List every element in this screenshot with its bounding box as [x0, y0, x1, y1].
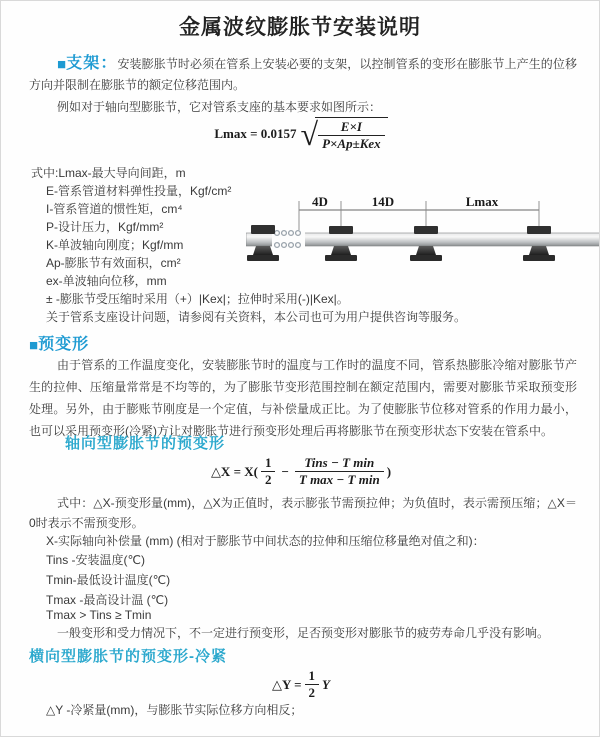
one-half-numerator: 1 [261, 456, 276, 472]
lmax-formula-denominator: P×Ap±Kex [322, 136, 381, 151]
lateral-formula-expression [272, 669, 330, 700]
axial-subsection-heading: 轴向型膨胀节的预变形 [65, 435, 226, 452]
axial-note-tins: Tins -安装温度(℃) [46, 553, 146, 567]
page-title: 金属波纹膨胀节安装说明 [179, 16, 421, 39]
axial-note-x: X-实际轴向补偿量 (mm) (相对于膨胀节中间状态的拉伸和压缩位移量绝对值之和)： [46, 534, 485, 548]
support-consulting-note: 关于管系支座设计问题，请参阅有关资料，本公司也可为用户提供咨询等服务。 [46, 310, 467, 324]
definition-ex: ex-单波轴向位移，mm [46, 274, 167, 288]
definition-lmax: 式中:Lmax-最大导向间距，m [31, 166, 186, 180]
axial-note-tmin: Tmin-最低设计温度(℃) [46, 573, 171, 587]
lmax-formula-lhs: Lmax = 0.0157 [214, 126, 297, 141]
axial-note-tmax: Tmax -最高设计温 (℃) [46, 593, 169, 607]
definition-i: I-管系管道的惯性矩，cm⁴ [46, 202, 183, 216]
axial-formula-lhs: △X = X( [210, 463, 258, 479]
lmax-formula-radicand [315, 117, 388, 151]
definition-plusminus: ± -膨胀节受压缩时采用（+）|Kex|；拉伸时采用(-)|Kex|。 [46, 292, 349, 306]
pipe-support-diagram-svg [246, 193, 600, 278]
predeform-paragraph: 由于管系的工作温度变化，安装膨胀节时的温度与工作时的温度不同，管系热膨胀冷缩对膨胀节产生的拉伸、压缩量常常是不均等的，为了膨胀节变形范围控制在额定范围内，需要对膨胀节采取预变形处理。另外，由于膨账节刚度是一个定值，与补偿量成正比。为了使膨胀节位移对管系的作用力最小，也可以采用预变形(冷紧)方让对膨胀节进行预变形处理后再将膨胀节在预变形状态下安装在管系中。 [29, 358, 577, 438]
axial-note-general: 一般变形和受力情况下，不一定进行预变形，足否预变形对膨胀节的疲劳寿命几乎没有影响。 [57, 626, 550, 640]
axial-note-shizhong: 式中：△X-预变形量(mm)，△X为正值时，表示膨张节需预拉伸；为负值时，表示需预压缩；△X＝0时表示不需预变形。 [29, 496, 577, 530]
support-section-body: 安装膨胀节时必须在管系上安装必要的支架，以控制管系的变形在膨胀节上产生的位移方向并限制在膨胀节的额定位移范围内。 [29, 57, 577, 92]
definition-ap: Ap-膨胀节有效面积，cm² [46, 256, 181, 270]
support-example-line: 例如对于轴向型膨胀节，它对管系支座的基本要求如图所示： [57, 100, 382, 114]
one-half-denominator: 2 [264, 472, 272, 487]
dimension-label-4d: 4D [312, 194, 328, 209]
definition-p: P-设计压力，Kgf/mm² [46, 220, 164, 234]
section-marker-icon: ■ [29, 337, 39, 354]
one-half-fraction [305, 669, 320, 700]
axial-formula-close-paren: ) [386, 463, 392, 479]
dimension-label-14d: 14D [371, 194, 395, 209]
bellows-icon [272, 230, 305, 249]
lmax-formula-numerator: E×I [318, 120, 385, 136]
definition-e: E-管系管道材料弹性投量，Kgf/cm² [46, 184, 232, 198]
lateral-note-deltay: △Y -冷紧量(mm)，与膨胀节实际位移方向相反； [46, 703, 303, 717]
square-root-icon: √ [300, 116, 319, 152]
temperature-fraction-numerator: Tins − T min [295, 456, 384, 472]
section-marker-icon: ■ [57, 56, 67, 73]
lmax-formula [1, 117, 600, 151]
pipe-support-diagram [246, 193, 600, 283]
dimension-label-lmax: Lmax [465, 194, 499, 209]
definition-k: K-单波轴向刚度；Kgf/mm [46, 238, 184, 252]
axial-formula-expression [211, 456, 391, 487]
one-half-fraction [261, 456, 276, 487]
lmax-formula-expression [214, 117, 387, 151]
support-section-paragraph [29, 53, 577, 96]
predeform-section-heading: 预变形 [38, 336, 90, 353]
one-half-denominator: 2 [308, 685, 316, 700]
lmax-formula-fraction [318, 120, 385, 151]
one-half-numerator: 1 [305, 669, 320, 685]
temperature-fraction [295, 456, 384, 487]
axial-predeform-formula [1, 456, 600, 487]
lateral-formula-rhs: Y [322, 676, 330, 692]
lateral-coldpull-formula [1, 669, 600, 700]
lateral-formula-lhs: △Y = [271, 676, 302, 692]
minus-operator: − [281, 463, 289, 479]
predeform-section-heading-row [29, 331, 89, 354]
temperature-fraction-denominator: T max − T min [298, 472, 380, 487]
axial-note-temperature-relation: Tmax > Tins ≥ Tmin [46, 608, 152, 622]
lateral-subsection-heading: 横向型膨胀节的预变形-冷紧 [29, 648, 227, 665]
support-section-heading: 支架： [66, 55, 118, 72]
